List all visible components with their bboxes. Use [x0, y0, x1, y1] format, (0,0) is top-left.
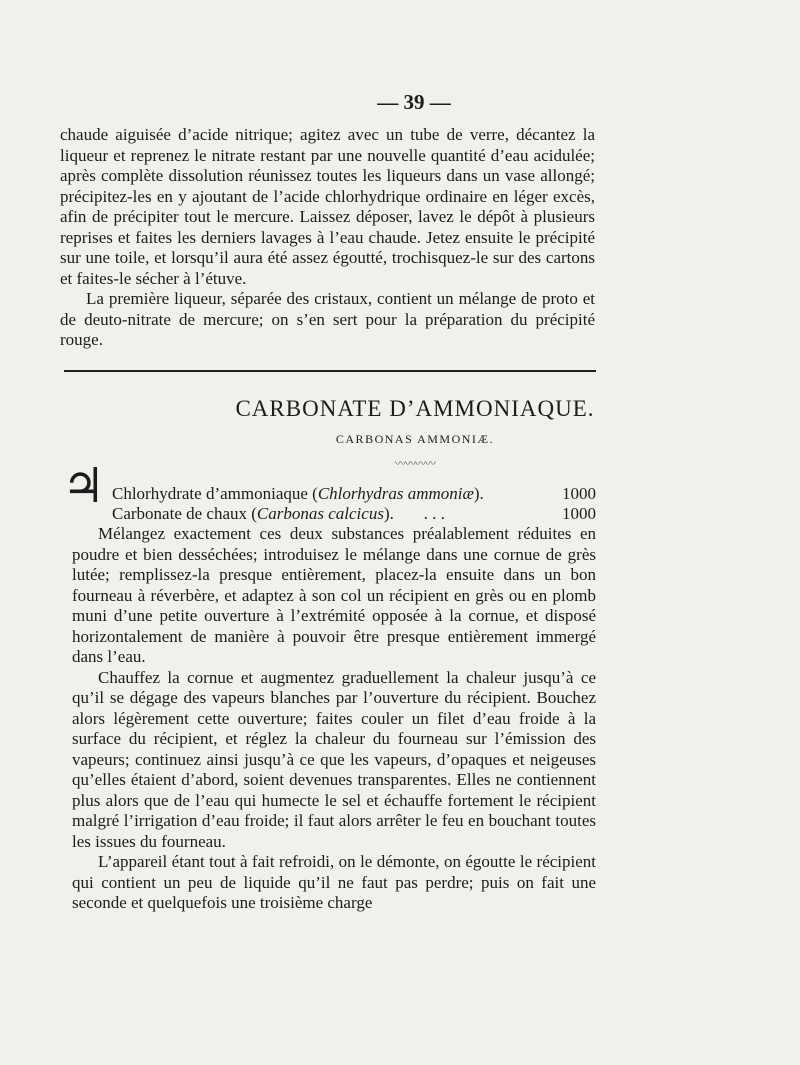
body-text [72, 524, 596, 914]
continuation-paragraph-1: chaude aiguisée d’acide nitrique; agitez avec un tube de verre, décantez la liqueur et reprenez le nitrate restant par une nouvelle quantité d’eau acidulée; après complète dissolution réunissez toutes les liqueurs dans un vase allongé; précipitez-les en y ajoutant de l’acide chlorhydrique ordinaire en léger excès, afin de précipiter tout le mercure. Laissez déposer, lavez le dépôt à plusieurs reprises et faites les derniers lavages à l’eau chaude. Jetez ensuite le précipité sur une toile, et lorsqu’il aura été assez égoutté, trochisquez-le sur des cartons et faites-le sécher à l’étuve. [60, 125, 595, 288]
section-subtitle: CARBONAS AMMONIÆ. [335, 432, 495, 446]
ornament-flourish: 〰〰〰〰 [395, 457, 435, 470]
ingredient-quantity: 1000 [562, 484, 596, 503]
ingredient-row [112, 484, 596, 504]
body-paragraph-2: Chauffez la cornue et augmentez graduellement la chaleur jusqu’à ce qu’il se dégage des vapeurs blanches par l’ouverture du récipient. Bouchez alors légèrement cette ouverture; faites couler un filet d’eau froide à la surface du récipient, et réglez la chaleur du fourneau sur l’émission des vapeurs; continuez ainsi jusqu’à ce que les vapeurs, d’opaques et neigeuses qu’elles étaient d’abord, soient devenues transparentes. Elles ne contiennent plus alors que de l’eau qui humecte le sel et échauffe fortement le récipient malgré l’irrigation d’eau froide; il faut alors arrêter le feu en bouchant toutes les issues du fourneau. [72, 667, 596, 851]
ingredient-row [112, 504, 596, 524]
section-divider [64, 370, 596, 372]
continuation-text [60, 125, 595, 351]
body-paragraph-3: L’appareil étant tout à fait refroidi, on le démonte, on égoutte le récipient qui contient un peu de liquide qu’il ne faut pas perdre; puis on fait une seconde et quelquefois une troisième charge [72, 852, 596, 912]
ingredient-name: Carbonate de chaux (Carbonas calcicus). . . . [112, 504, 445, 523]
page-number: — 39 — [377, 90, 451, 114]
recipe-symbol-icon: ♃ [62, 458, 106, 514]
ingredient-latin: Chlorhydras ammoniæ [317, 484, 474, 503]
ingredient-latin: Carbonas calcicus [256, 504, 384, 523]
ingredient-quantity: 1000 [562, 504, 596, 523]
section-title: CARBONATE D’AMMONIAQUE. [235, 396, 595, 421]
ingredient-name: Chlorhydrate d’ammoniaque (Chlorhydras ammoniæ). [112, 484, 484, 503]
continuation-paragraph-2: La première liqueur, séparée des cristaux, contient un mélange de proto et de deuto-nitrate de mercure; on s’en sert pour la préparation du précipité rouge. [60, 289, 595, 349]
body-paragraph-1: Mélangez exactement ces deux substances préalablement réduites en poudre et bien desséchées; introduisez le mélange dans une cornue de grès lutée; remplissez-la presque entièrement, placez-la ensuite dans un bon fourneau à réverbère, et adaptez à son col un récipient en grès ou en plomb muni d’une petite ouverture à l’extrémité opposée à la cornue, et disposé horizontalement de manière à pouvoir être presque entièrement immergé dans l’eau. [72, 524, 596, 666]
